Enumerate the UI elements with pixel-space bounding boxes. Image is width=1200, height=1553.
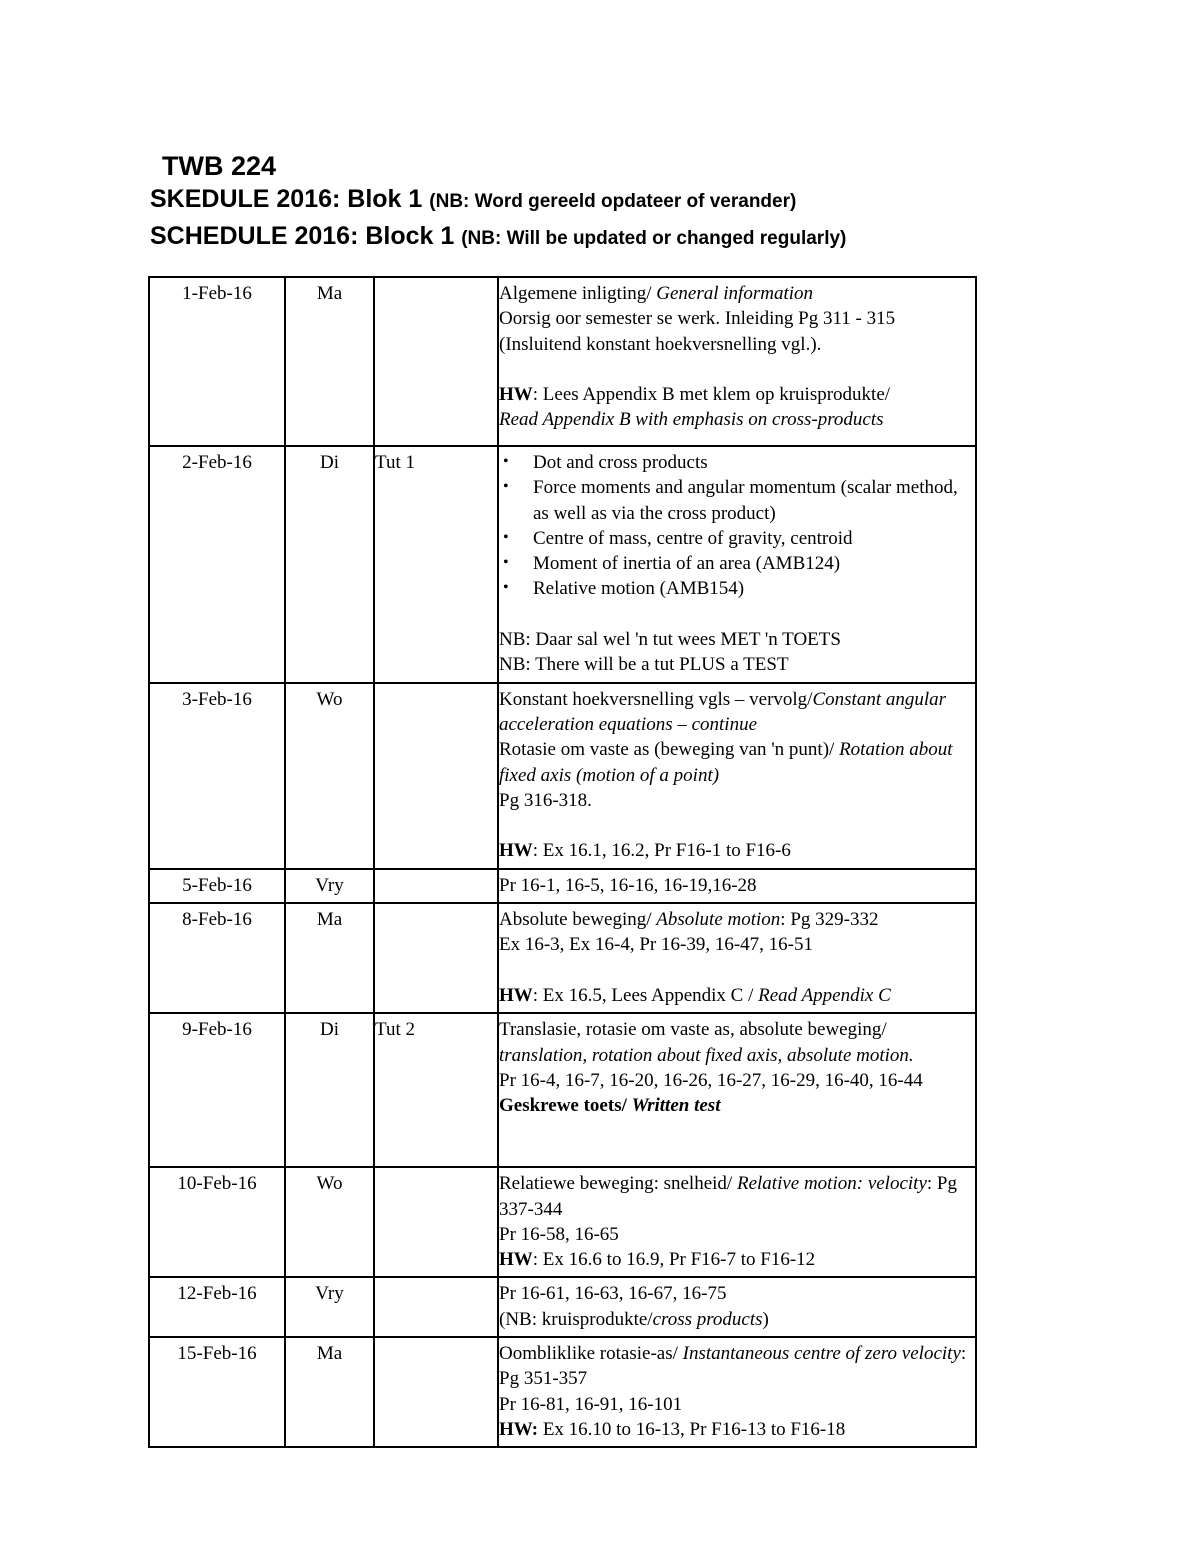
homework-label: HW <box>499 984 533 1006</box>
content-cell <box>498 683 976 869</box>
title-afrikaans-note: (NB: Word gereeld opdateer of verander) <box>429 191 797 212</box>
homework-label: HW: <box>499 1418 539 1440</box>
topic-en: General information <box>656 283 814 304</box>
day-cell: Di <box>285 446 374 683</box>
topic-pages: : Pg 337-344 <box>499 1173 957 1220</box>
schedule-table <box>148 276 977 1448</box>
homework-text: : Ex 16.6 to 16.9, Pr F16-7 to F16-12 <box>532 1249 816 1271</box>
topic2-en: Rotation about fixed axis (motion of a point) <box>499 739 953 786</box>
date-cell: 9-Feb-16 <box>149 1013 285 1167</box>
problems-text: Pr 16-58, 16-65 <box>499 1223 619 1245</box>
title-english-main: SCHEDULE 2016: Block 1 <box>150 222 455 250</box>
topic2-af: Rotasie om vaste as (beweging van 'n punt)/ <box>499 739 840 761</box>
note-close: ) <box>762 1308 769 1330</box>
topic-en: Absolute motion <box>656 909 781 931</box>
problems-text: Pr 16-1, 16-5, 16-16, 16-19,16-28 <box>499 874 757 896</box>
topic-en: Relative motion: velocity <box>736 1173 927 1195</box>
title-english-note: (NB: Will be updated or changed regularly) <box>461 228 847 249</box>
date-cell: 15-Feb-16 <box>149 1337 285 1447</box>
date-cell: 5-Feb-16 <box>149 869 285 903</box>
bullet-item: • Relative motion (AMB154) <box>499 576 975 601</box>
date-cell: 8-Feb-16 <box>149 903 285 1013</box>
note-en: NB: There will be a tut PLUS a TEST <box>499 654 789 676</box>
homework-text-en: Read Appendix C <box>758 984 891 1006</box>
bullet-item: • Force moments and angular momentum (scalar method, as well as via the cross product) <box>499 475 975 526</box>
content-cell <box>498 277 976 446</box>
day-cell: Wo <box>285 1167 374 1277</box>
topic-pages: : Pg 329-332 <box>780 909 879 931</box>
topic-af: Oombliklike rotasie-as/ <box>499 1343 683 1365</box>
homework-label: HW <box>499 1249 533 1271</box>
date-cell: 10-Feb-16 <box>149 1167 285 1277</box>
homework-label: HW <box>499 384 533 406</box>
bullet-item: • Moment of inertia of an area (AMB124) <box>499 551 975 576</box>
schedule-row <box>149 446 976 683</box>
schedule-row <box>149 1167 976 1277</box>
topic-en: Constant angular acceleration equations – continue <box>499 688 947 735</box>
schedule-row <box>149 1013 976 1167</box>
tutorial-cell: Tut 2 <box>374 1013 498 1167</box>
tutorial-cell <box>374 869 498 903</box>
topic-af: Konstant hoekversnelling vgls – vervolg/ <box>499 688 813 710</box>
content-cell <box>498 1337 976 1447</box>
content-cell <box>498 1167 976 1277</box>
bullet-item: • Centre of mass, centre of gravity, centroid <box>499 526 975 551</box>
day-cell: Vry <box>285 869 374 903</box>
note-en: cross products <box>652 1308 763 1330</box>
topic-af: Translasie, rotasie om vaste as, absolute beweging/ <box>499 1019 887 1041</box>
tutorial-cell <box>374 903 498 1013</box>
test-label-en: Written test <box>631 1095 721 1117</box>
topic-af: Relatiewe beweging: snelheid/ <box>499 1173 737 1195</box>
tutorial-cell <box>374 1167 498 1277</box>
day-cell: Wo <box>285 683 374 869</box>
homework-text-en: Read Appendix B with emphasis on cross-products <box>499 409 884 431</box>
tutorial-cell <box>374 683 498 869</box>
problems-text: Pr 16-81, 16-91, 16-101 <box>499 1393 683 1415</box>
tutorial-cell: Tut 1 <box>374 446 498 683</box>
schedule-row <box>149 869 976 903</box>
schedule-row <box>149 277 976 446</box>
date-cell: 2-Feb-16 <box>149 446 285 683</box>
day-cell: Di <box>285 1013 374 1167</box>
date-cell: 1-Feb-16 <box>149 277 285 446</box>
topic-en: Instantaneous centre of zero velocity <box>682 1343 961 1365</box>
homework-text: : Ex 16.5, Lees Appendix C / <box>532 984 759 1006</box>
date-cell: 12-Feb-16 <box>149 1277 285 1337</box>
content-cell <box>498 869 976 903</box>
test-label-af: Geskrewe toets/ <box>499 1095 632 1117</box>
homework-label: HW <box>499 840 533 862</box>
schedule-row <box>149 1337 976 1447</box>
bullet-item: • Dot and cross products <box>499 450 975 475</box>
problems-text: Pr 16-4, 16-7, 16-20, 16-26, 16-27, 16-29, 16-40, 16-44 <box>499 1069 923 1091</box>
pages-text: Pg 316-318. <box>499 789 592 811</box>
topic-af: Absolute beweging/ <box>499 909 657 931</box>
day-cell: Ma <box>285 277 374 446</box>
content-cell <box>498 903 976 1013</box>
problems-text: Pr 16-61, 16-63, 16-67, 16-75 <box>499 1283 727 1305</box>
content-cell <box>498 1013 976 1167</box>
overview-text: Oorsig oor semester se werk. Inleiding Pg 311 - 315 <box>499 308 896 330</box>
tutorial-cell <box>374 1337 498 1447</box>
topic-pages: : Pg 351-357 <box>499 1343 967 1390</box>
note-af: (NB: kruisprodukte/ <box>499 1308 653 1330</box>
day-cell: Ma <box>285 1337 374 1447</box>
course-code: TWB 224 <box>162 151 277 181</box>
schedule-row <box>149 903 976 1013</box>
day-cell: Ma <box>285 903 374 1013</box>
examples-text: Ex 16-3, Ex 16-4, Pr 16-39, 16-47, 16-51 <box>499 934 813 956</box>
title-afrikaans <box>150 182 846 219</box>
topic-af: Algemene inligting/ <box>499 283 657 304</box>
overview-note: (Insluitend konstant hoekversnelling vgl.). <box>499 333 822 355</box>
content-cell <box>498 1277 976 1337</box>
note-af: NB: Daar sal wel 'n tut wees MET 'n TOETS <box>499 629 841 651</box>
homework-text: : Ex 16.1, 16.2, Pr F16-1 to F16-6 <box>532 840 791 862</box>
tutorial-cell <box>374 1277 498 1337</box>
homework-text: : Lees Appendix B met klem op kruisprodukte/ <box>532 384 891 406</box>
tutorial-cell <box>374 277 498 446</box>
date-cell: 3-Feb-16 <box>149 683 285 869</box>
homework-text: Ex 16.10 to 16-13, Pr F16-13 to F16-18 <box>538 1418 846 1440</box>
day-cell: Vry <box>285 1277 374 1337</box>
schedule-row <box>149 683 976 869</box>
title-afrikaans-main: SKEDULE 2016: Blok 1 <box>150 185 423 213</box>
document-header <box>150 150 846 256</box>
schedule-row <box>149 1277 976 1337</box>
topic-en: translation, rotation about fixed axis, absolute motion. <box>499 1044 914 1066</box>
content-cell <box>498 446 976 683</box>
title-english <box>150 219 846 256</box>
